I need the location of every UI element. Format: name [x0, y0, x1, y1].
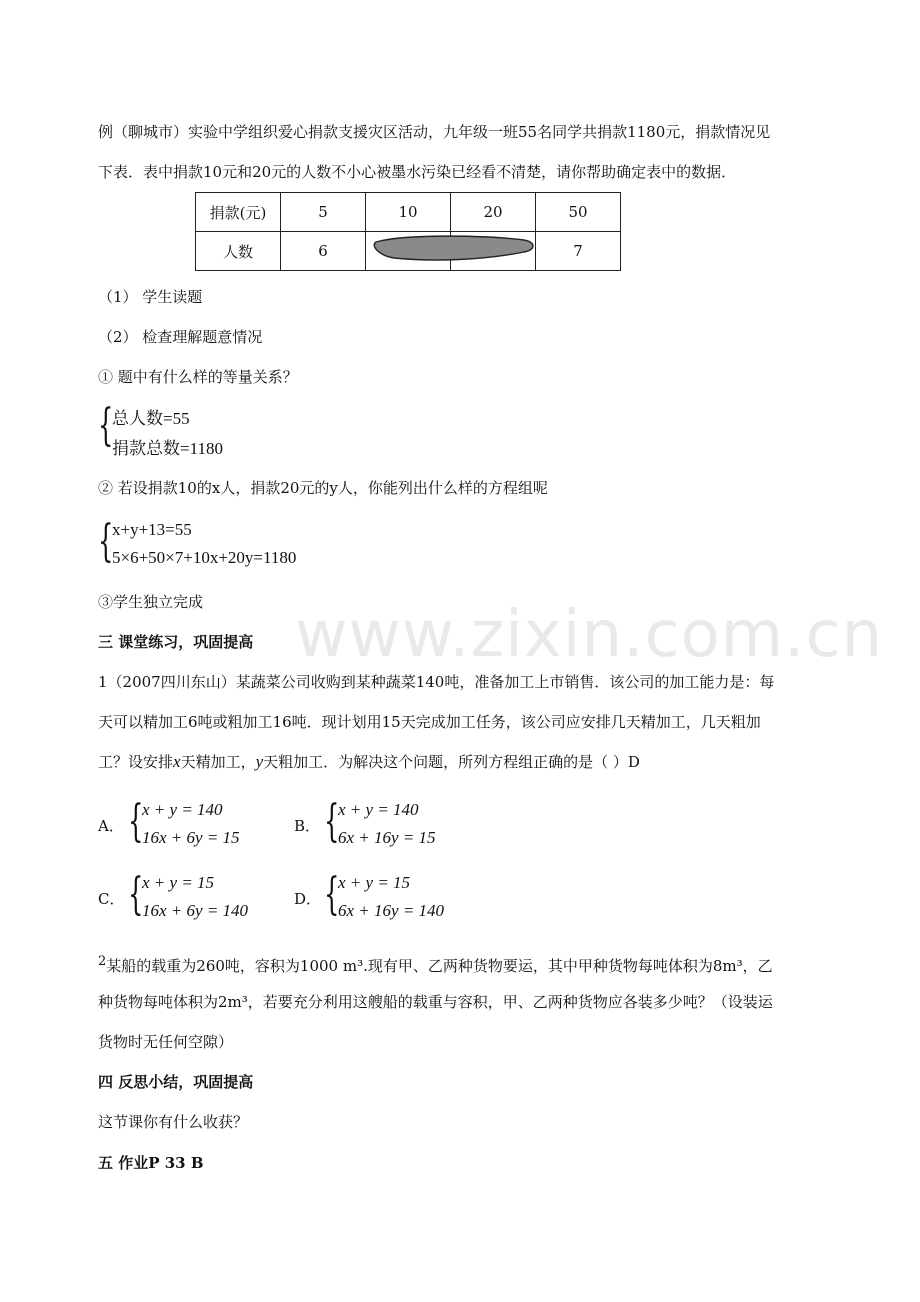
problem-1-line-2: 天可以精加工6吨或粗加工16吨．现计划用15天完成加工任务，该公司应安排几天精加工，几天粗加 — [98, 713, 761, 731]
ink-blot-cell — [366, 232, 451, 271]
option-a-label: A． — [98, 817, 124, 835]
table-cell: 5 — [281, 193, 366, 232]
section-4-title: 四 反思小结，巩固提高 — [98, 1073, 254, 1091]
option-c-system — [128, 871, 288, 927]
problem-1-line-1: 1（2007四川东山）某蔬菜公司收购到某种蔬菜140吨，准备加工上市销售．该公司的加工能力是：每 — [98, 673, 775, 691]
text-span: 天粗加工．为解决这个问题，所列方程组正确的是（ ）D — [263, 753, 640, 771]
equation-row: x + y = 140 — [142, 800, 223, 819]
example-line-1: 例（聊城市）实验中学组织爱心捐款支援灾区活动，九年级一班55名同学共捐款1180元，捐款情况见 — [98, 123, 771, 141]
equation-row: x+y+13=55 — [112, 520, 192, 539]
table-cell: 20 — [451, 193, 536, 232]
equation-row: 捐款总数=1180 — [112, 439, 223, 458]
brace-icon: { — [324, 796, 340, 847]
donation-table — [195, 192, 621, 271]
equation-row: x + y = 15 — [338, 873, 411, 892]
section-5-title: 五 作业P 33 B — [98, 1154, 204, 1172]
problem-2-line-2: 种货物每吨体积为2m³，若要充分利用这艘船的载重与容积，甲、乙两种货物应各装多少吨？（设装运 — [98, 993, 773, 1011]
brace-icon: { — [324, 869, 340, 920]
brace-icon: { — [98, 400, 114, 451]
table-cell: 人数 — [196, 232, 281, 271]
question-3: ③学生独立完成 — [98, 593, 204, 611]
option-a-system — [128, 798, 288, 854]
table-header-row — [196, 193, 621, 232]
option-d-system — [324, 871, 484, 927]
brace-icon: { — [128, 796, 144, 847]
example-line-2: 下表．表中捐款10元和20元的人数不小心被墨水污染已经看不清楚，请你帮助确定表中的数据． — [98, 163, 737, 181]
var-x: x — [173, 752, 181, 771]
equation-system-1 — [98, 400, 358, 460]
equation-row: 6x + 16y = 140 — [338, 901, 445, 920]
problem-2-line-3: 货物时无任何空隙） — [98, 1033, 234, 1051]
equation-row: x + y = 140 — [338, 800, 419, 819]
equation-row: x + y = 15 — [142, 873, 215, 892]
ink-blot-icon — [374, 236, 534, 262]
table-cell: 7 — [536, 232, 621, 271]
section-3-title: 三 课堂练习，巩固提高 — [98, 633, 254, 651]
watermark: www.zixin.com.cn — [295, 598, 884, 672]
equation-system-2 — [98, 518, 398, 578]
brace-icon: { — [98, 516, 114, 567]
table-cell: 捐款(元) — [196, 193, 281, 232]
text-span: 天精加工， — [180, 753, 256, 771]
equation-row: 6x + 16y = 15 — [338, 828, 436, 847]
option-c-label: C． — [98, 890, 125, 908]
equation-row: 16x + 6y = 15 — [142, 828, 240, 847]
table-cell: 10 — [366, 193, 451, 232]
var-y: y — [255, 752, 264, 771]
equation-row: 总人数=55 — [112, 409, 190, 428]
equation-row: 5×6+50×7+10x+20y=1180 — [112, 548, 297, 567]
option-d-label: D． — [294, 890, 322, 908]
problem-number: 2 — [98, 954, 107, 969]
question-2: ② 若设捐款10的x人，捐款20元的y人，你能列出什么样的方程组呢 — [98, 479, 548, 497]
equation-row: 16x + 6y = 140 — [142, 901, 249, 920]
problem-1-line-3 — [98, 752, 640, 772]
text-span: 某船的载重为260吨，容积为1000 m³.现有甲、乙两种货物要运，其中甲种货物每吨体积为8m³，乙 — [106, 957, 773, 975]
option-b-system — [324, 798, 484, 854]
section-4-text: 这节课你有什么收获？ — [98, 1113, 249, 1131]
step-2: （2） 检查理解题意情况 — [98, 328, 263, 346]
table-cell: 6 — [281, 232, 366, 271]
problem-2-line-1 — [98, 952, 773, 976]
question-1: ① 题中有什么样的等量关系？ — [98, 368, 298, 386]
brace-icon: { — [128, 869, 144, 920]
table-cell: 50 — [536, 193, 621, 232]
text-span: 工？设安排 — [98, 753, 174, 771]
table-row — [196, 232, 621, 271]
option-b-label: B． — [294, 817, 321, 835]
step-1: （1） 学生读题 — [98, 288, 203, 306]
